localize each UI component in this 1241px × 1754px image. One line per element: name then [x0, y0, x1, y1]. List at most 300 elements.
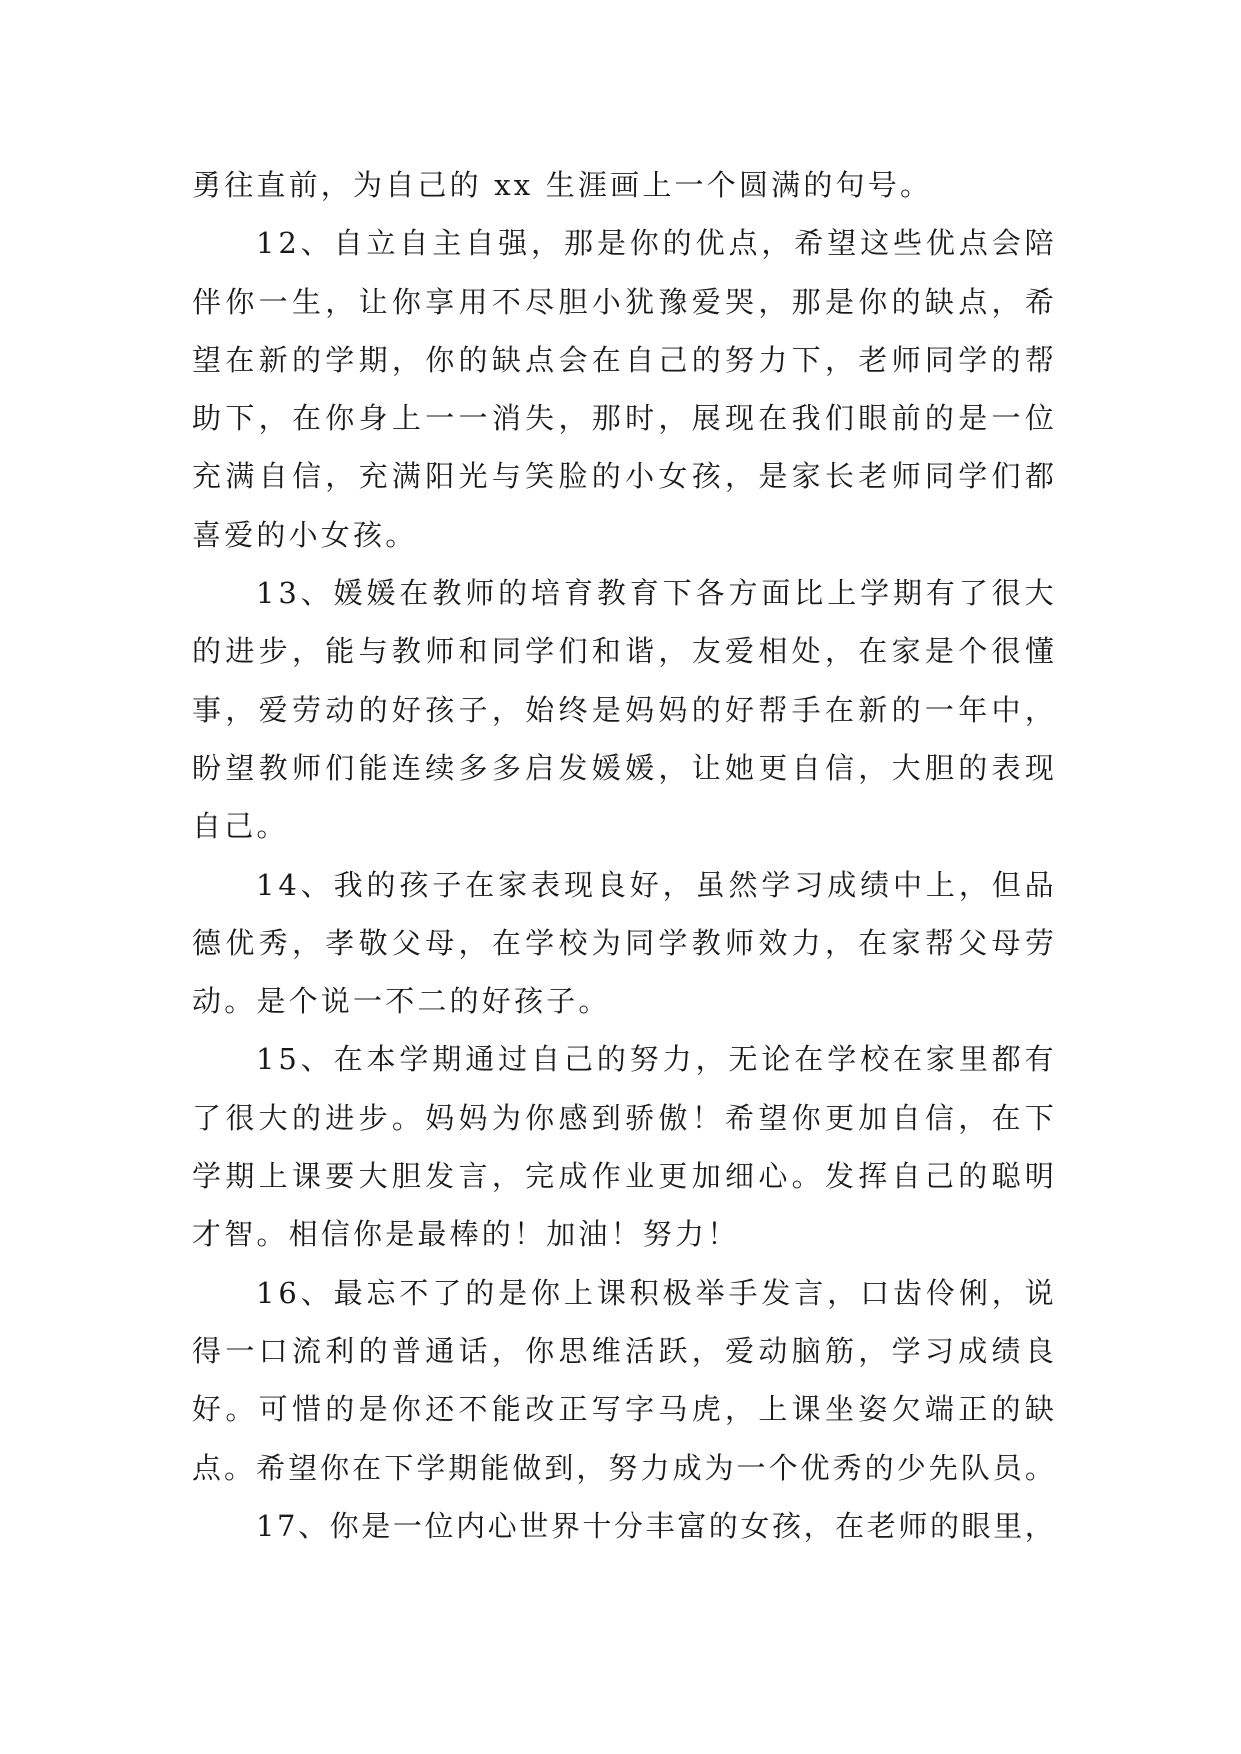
glyph: ， — [695, 1042, 725, 1077]
glyph: 的 — [358, 692, 388, 727]
glyph: 步 — [358, 1100, 388, 1135]
glyph: 你 — [531, 1275, 561, 1310]
glyph: 自 — [465, 226, 495, 261]
glyph: 成 — [958, 1333, 988, 1368]
glyph: 里 — [958, 1042, 988, 1077]
glyph: 在 — [591, 342, 621, 377]
glyph: 胆 — [924, 750, 954, 785]
glyph: ， — [827, 1275, 857, 1310]
glyph: 学 — [958, 342, 988, 377]
glyph: 少 — [896, 1450, 926, 1485]
glyph: 可 — [258, 1392, 288, 1427]
glyph: 忘 — [366, 1275, 396, 1310]
glyph: 家 — [498, 867, 528, 902]
glyph: 期 — [893, 576, 923, 611]
glyph: 一 — [225, 1333, 255, 1368]
glyph: ， — [325, 284, 355, 319]
glyph: 进 — [225, 634, 255, 669]
glyph: ， — [691, 1333, 721, 1368]
glyph: 虽 — [695, 867, 725, 902]
glyph: 相 — [758, 634, 788, 669]
glyph: 让 — [691, 750, 721, 785]
glyph: 妈 — [425, 1100, 455, 1135]
glyph: ， — [658, 750, 688, 785]
glyph: 心 — [487, 1508, 517, 1543]
glyph: 爱 — [725, 1333, 755, 1368]
glyph: ， — [1024, 1508, 1054, 1543]
glyph: 举 — [695, 1275, 725, 1310]
glyph: 孩 — [771, 1508, 801, 1543]
glyph: 位 — [1024, 401, 1054, 436]
glyph: 维 — [591, 1333, 621, 1368]
glyph: ， — [291, 634, 321, 669]
glyph: 你 — [425, 342, 455, 377]
glyph: 俐 — [958, 1275, 988, 1310]
glyph: 的 — [691, 342, 721, 377]
glyph: 努 — [608, 1450, 638, 1485]
glyph: 世 — [519, 1508, 549, 1543]
glyph: 懂 — [1024, 634, 1054, 669]
glyph: ， — [824, 925, 854, 960]
glyph: 内 — [456, 1508, 486, 1543]
glyph: 的 — [458, 342, 488, 377]
glyph: 些 — [893, 226, 923, 261]
glyph: 在 — [824, 692, 854, 727]
glyph: 和 — [591, 634, 621, 669]
glyph: ， — [491, 1333, 521, 1368]
glyph: 缺 — [924, 284, 954, 319]
glyph: 、 — [300, 1275, 330, 1310]
glyph: 跃 — [658, 1333, 688, 1368]
glyph: 优 — [925, 226, 955, 261]
glyph: 前 — [891, 401, 921, 436]
glyph: 1 — [256, 226, 275, 261]
glyph: 你 — [858, 284, 888, 319]
text-line — [192, 1497, 1054, 1555]
glyph: ， — [991, 1275, 1021, 1310]
text-line — [192, 1030, 1054, 1088]
glyph: ， — [761, 226, 791, 261]
glyph: 展 — [691, 401, 721, 436]
glyph: 己 — [563, 1042, 593, 1077]
glyph: 在 — [794, 1042, 824, 1077]
glyph: ， — [658, 634, 688, 669]
glyph: 4 — [278, 867, 297, 902]
glyph: 大 — [891, 750, 921, 785]
glyph: 爱 — [258, 692, 288, 727]
glyph: 下 — [662, 576, 692, 611]
glyph: 学 — [525, 925, 555, 960]
glyph: 学 — [860, 576, 890, 611]
glyph: 助 — [192, 401, 222, 436]
glyph: 点 — [525, 342, 555, 377]
glyph: 帮 — [1024, 342, 1054, 377]
glyph: 最 — [333, 1275, 363, 1310]
glyph: 成 — [827, 867, 857, 902]
glyph: 立 — [366, 226, 396, 261]
glyph: 中 — [893, 867, 923, 902]
glyph: ， — [824, 634, 854, 669]
glyph: 的 — [691, 692, 721, 727]
glyph: 哭 — [725, 284, 755, 319]
glyph: 享 — [425, 284, 455, 319]
glyph: 各 — [695, 576, 725, 611]
glyph: 一 — [924, 692, 954, 727]
text-line — [192, 681, 1054, 739]
glyph: 自 — [399, 226, 429, 261]
glyph: 与 — [358, 634, 388, 669]
glyph: 父 — [391, 925, 421, 960]
glyph: 队 — [960, 1450, 990, 1485]
glyph: 手 — [728, 1275, 758, 1310]
glyph: 感 — [558, 1100, 588, 1135]
glyph: ， — [658, 401, 688, 436]
glyph: 心 — [758, 1159, 788, 1194]
glyph: ， — [991, 284, 1021, 319]
glyph: 点 — [192, 1450, 222, 1485]
glyph: 上 — [258, 1159, 288, 1194]
glyph: 到 — [544, 1450, 574, 1485]
text-line — [192, 1380, 1054, 1438]
glyph: 业 — [625, 1159, 655, 1194]
glyph: 、 — [300, 576, 330, 611]
glyph: 眼 — [961, 1508, 991, 1543]
text-line — [192, 447, 1054, 505]
glyph: 口 — [258, 1333, 288, 1368]
document-body — [192, 156, 1054, 1555]
glyph: 孩 — [691, 459, 721, 494]
glyph: 在 — [291, 401, 321, 436]
glyph: 同 — [924, 342, 954, 377]
glyph: 在 — [352, 1450, 382, 1485]
glyph: 说 — [1024, 1275, 1054, 1310]
glyph: 你 — [525, 1333, 555, 1368]
glyph: 期 — [358, 342, 388, 377]
glyph: 力 — [662, 1042, 692, 1077]
glyph: 伴 — [192, 284, 222, 319]
glyph: 校 — [558, 925, 588, 960]
glyph: 一 — [258, 284, 288, 319]
glyph: 孩 — [399, 867, 429, 902]
glyph: 你 — [225, 284, 255, 319]
glyph: 我 — [333, 867, 363, 902]
glyph: 媛 — [333, 576, 363, 611]
glyph: 本 — [366, 1042, 396, 1077]
glyph: 学 — [761, 867, 791, 902]
glyph: 更 — [758, 750, 788, 785]
glyph: 虎 — [691, 1392, 721, 1427]
glyph: 母 — [425, 925, 455, 960]
glyph: 望 — [288, 1450, 318, 1485]
glyph: 教 — [691, 925, 721, 960]
glyph: 成 — [672, 1450, 702, 1485]
glyph: 豫 — [658, 284, 688, 319]
glyph: 在 — [399, 576, 429, 611]
glyph: 师 — [425, 634, 455, 669]
glyph: 好 — [629, 867, 659, 902]
text-line: 自己。 — [192, 809, 289, 844]
glyph: 学 — [827, 1042, 857, 1077]
glyph: 好 — [192, 1392, 222, 1427]
glyph: 流 — [291, 1333, 321, 1368]
glyph: 1 — [256, 1042, 275, 1077]
glyph: 陪 — [1024, 226, 1054, 261]
glyph: 大 — [1024, 576, 1054, 611]
glyph: 盼 — [192, 750, 222, 785]
glyph: 妈 — [658, 692, 688, 727]
glyph: ， — [325, 459, 355, 494]
glyph: 缺 — [491, 342, 521, 377]
glyph: 的 — [662, 226, 692, 261]
glyph: 点 — [958, 226, 988, 261]
glyph: 是 — [958, 401, 988, 436]
glyph: 一 — [991, 401, 1021, 436]
glyph: 思 — [558, 1333, 588, 1368]
glyph: 师 — [725, 925, 755, 960]
glyph: 。 — [391, 1100, 421, 1135]
glyph: 欠 — [891, 1392, 921, 1427]
glyph: ， — [458, 925, 488, 960]
glyph: 媛 — [625, 750, 655, 785]
glyph: 字 — [625, 1392, 655, 1427]
glyph: 自 — [891, 1100, 921, 1135]
glyph: 细 — [725, 1159, 755, 1194]
glyph: 新 — [858, 692, 888, 727]
glyph: 写 — [591, 1392, 621, 1427]
glyph: 在 — [758, 401, 788, 436]
glyph: 为 — [491, 1100, 521, 1135]
glyph: 正 — [958, 1392, 988, 1427]
glyph: 是 — [498, 1275, 528, 1310]
glyph: 期 — [432, 1042, 462, 1077]
glyph: 。 — [225, 1392, 255, 1427]
glyph: 表 — [991, 750, 1021, 785]
glyph: 主 — [432, 226, 462, 261]
glyph: 在 — [491, 925, 521, 960]
glyph: 老 — [866, 1508, 896, 1543]
glyph: 会 — [991, 226, 1021, 261]
glyph: ， — [725, 1392, 755, 1427]
glyph: 发 — [425, 1159, 455, 1194]
glyph: 孩 — [425, 692, 455, 727]
glyph: 优 — [800, 1450, 830, 1485]
glyph: 绩 — [991, 1333, 1021, 1368]
glyph: 了 — [958, 576, 988, 611]
glyph: ， — [725, 459, 755, 494]
glyph: 先 — [928, 1450, 958, 1485]
glyph: 课 — [791, 1392, 821, 1427]
glyph: 德 — [192, 925, 222, 960]
glyph: 到 — [591, 1100, 621, 1135]
glyph: 改 — [525, 1392, 555, 1427]
glyph: 5 — [278, 1042, 297, 1077]
glyph: 能 — [491, 1392, 521, 1427]
glyph: ， — [662, 867, 692, 902]
glyph: ！ — [691, 1100, 721, 1135]
glyph: 的 — [596, 1042, 626, 1077]
glyph: 你 — [525, 1100, 555, 1135]
glyph: 富 — [677, 1508, 707, 1543]
text-line — [192, 1147, 1054, 1205]
glyph: 。 — [1024, 1450, 1054, 1485]
glyph: 能 — [358, 750, 388, 785]
glyph: 在 — [465, 867, 495, 902]
glyph: 你 — [391, 284, 421, 319]
glyph: 多 — [491, 750, 521, 785]
glyph: 劳 — [1024, 925, 1054, 960]
glyph: 师 — [898, 1508, 928, 1543]
glyph: 发 — [558, 750, 588, 785]
glyph: 过 — [498, 1042, 528, 1077]
glyph: 都 — [1024, 459, 1054, 494]
glyph: 尽 — [525, 284, 555, 319]
glyph: 同 — [625, 925, 655, 960]
glyph: 成 — [558, 1159, 588, 1194]
glyph: 培 — [531, 576, 561, 611]
glyph: 新 — [258, 342, 288, 377]
glyph: 小 — [625, 459, 655, 494]
glyph: 更 — [824, 1100, 854, 1135]
glyph: 聪 — [991, 1159, 1021, 1194]
glyph: 己 — [924, 1159, 954, 1194]
glyph: ， — [824, 342, 854, 377]
glyph: 子 — [432, 867, 462, 902]
glyph: 是 — [596, 226, 626, 261]
glyph: 同 — [491, 634, 521, 669]
glyph: 完 — [525, 1159, 555, 1194]
glyph: 傲 — [658, 1100, 688, 1135]
glyph: 良 — [596, 867, 626, 902]
glyph: 挥 — [858, 1159, 888, 1194]
glyph: 普 — [391, 1333, 421, 1368]
glyph: 满 — [391, 459, 421, 494]
glyph: 续 — [425, 750, 455, 785]
glyph: 在 — [858, 925, 888, 960]
glyph: 她 — [725, 750, 755, 785]
glyph: 爱 — [691, 284, 721, 319]
glyph: 犹 — [625, 284, 655, 319]
glyph: 信 — [291, 459, 321, 494]
glyph: 胆 — [391, 1159, 421, 1194]
glyph: 为 — [704, 1450, 734, 1485]
glyph: 、 — [300, 1042, 330, 1077]
text-line: 动。是个说一不二的好孩子。 — [192, 984, 611, 1019]
glyph: 要 — [325, 1159, 355, 1194]
glyph: 下 — [1024, 1100, 1054, 1135]
glyph: 的 — [864, 1450, 894, 1485]
glyph: 的 — [192, 634, 222, 669]
glyph: 3 — [278, 576, 297, 611]
glyph: 的 — [958, 750, 988, 785]
glyph: 一 — [392, 1508, 422, 1543]
glyph: 脸 — [558, 459, 588, 494]
glyph: 课 — [291, 1159, 321, 1194]
glyph: 终 — [558, 692, 588, 727]
glyph: 信 — [824, 750, 854, 785]
glyph: 满 — [225, 459, 255, 494]
glyph: 现 — [1024, 750, 1054, 785]
text-line — [192, 622, 1054, 680]
glyph: 无 — [728, 1042, 758, 1077]
glyph: 努 — [629, 1042, 659, 1077]
glyph: 你 — [391, 1392, 421, 1427]
glyph: 教 — [432, 576, 462, 611]
glyph: 那 — [563, 226, 593, 261]
glyph: 家 — [891, 634, 921, 669]
glyph: 与 — [491, 459, 521, 494]
glyph: 的 — [708, 1508, 738, 1543]
glyph: 的 — [498, 576, 528, 611]
glyph: ， — [576, 1450, 606, 1485]
glyph: 大 — [358, 1159, 388, 1194]
glyph: 教 — [391, 634, 421, 669]
text-line — [192, 856, 1054, 914]
glyph: 阳 — [425, 459, 455, 494]
glyph: 学 — [658, 925, 688, 960]
glyph: 同 — [924, 459, 954, 494]
glyph: 友 — [691, 634, 721, 669]
glyph: 希 — [725, 1100, 755, 1135]
glyph: 1 — [256, 576, 275, 611]
glyph: 充 — [192, 459, 222, 494]
glyph: 望 — [225, 750, 255, 785]
glyph: 你 — [320, 1450, 350, 1485]
glyph: 老 — [858, 342, 888, 377]
glyph: 还 — [425, 1392, 455, 1427]
glyph: 好 — [391, 692, 421, 727]
glyph: 在 — [333, 1042, 363, 1077]
glyph: 筋 — [824, 1333, 854, 1368]
glyph: 里 — [993, 1508, 1023, 1543]
glyph: 习 — [794, 867, 824, 902]
glyph: 信 — [924, 1100, 954, 1135]
glyph: 是 — [824, 284, 854, 319]
glyph: 十 — [582, 1508, 612, 1543]
glyph: 姿 — [858, 1392, 888, 1427]
glyph: 启 — [525, 750, 555, 785]
glyph: 表 — [531, 867, 561, 902]
glyph: 这 — [860, 226, 890, 261]
glyph: 了 — [192, 1100, 222, 1135]
glyph: 连 — [391, 750, 421, 785]
glyph: 在 — [991, 1100, 1021, 1135]
glyph: 望 — [758, 1100, 788, 1135]
glyph: 自 — [258, 459, 288, 494]
glyph: 的 — [929, 1508, 959, 1543]
glyph: ， — [225, 692, 255, 727]
glyph: 下 — [225, 401, 255, 436]
glyph: 强 — [498, 226, 528, 261]
glyph: 点 — [958, 284, 988, 319]
glyph: 都 — [991, 1042, 1021, 1077]
glyph: 事 — [192, 692, 222, 727]
glyph: 、 — [300, 226, 330, 261]
glyph: 们 — [325, 750, 355, 785]
glyph: 很 — [991, 576, 1021, 611]
glyph: 消 — [491, 401, 521, 436]
glyph: 老 — [858, 459, 888, 494]
glyph: 用 — [458, 284, 488, 319]
glyph: ， — [803, 1508, 833, 1543]
text-line: 喜爱的小女孩。 — [192, 517, 418, 552]
glyph: 齿 — [893, 1275, 923, 1310]
glyph: 不 — [458, 1392, 488, 1427]
glyph: 能 — [480, 1450, 510, 1485]
glyph: 家 — [891, 925, 921, 960]
glyph: ， — [858, 1333, 888, 1368]
text-line — [192, 1322, 1054, 1380]
glyph: 上 — [758, 1392, 788, 1427]
